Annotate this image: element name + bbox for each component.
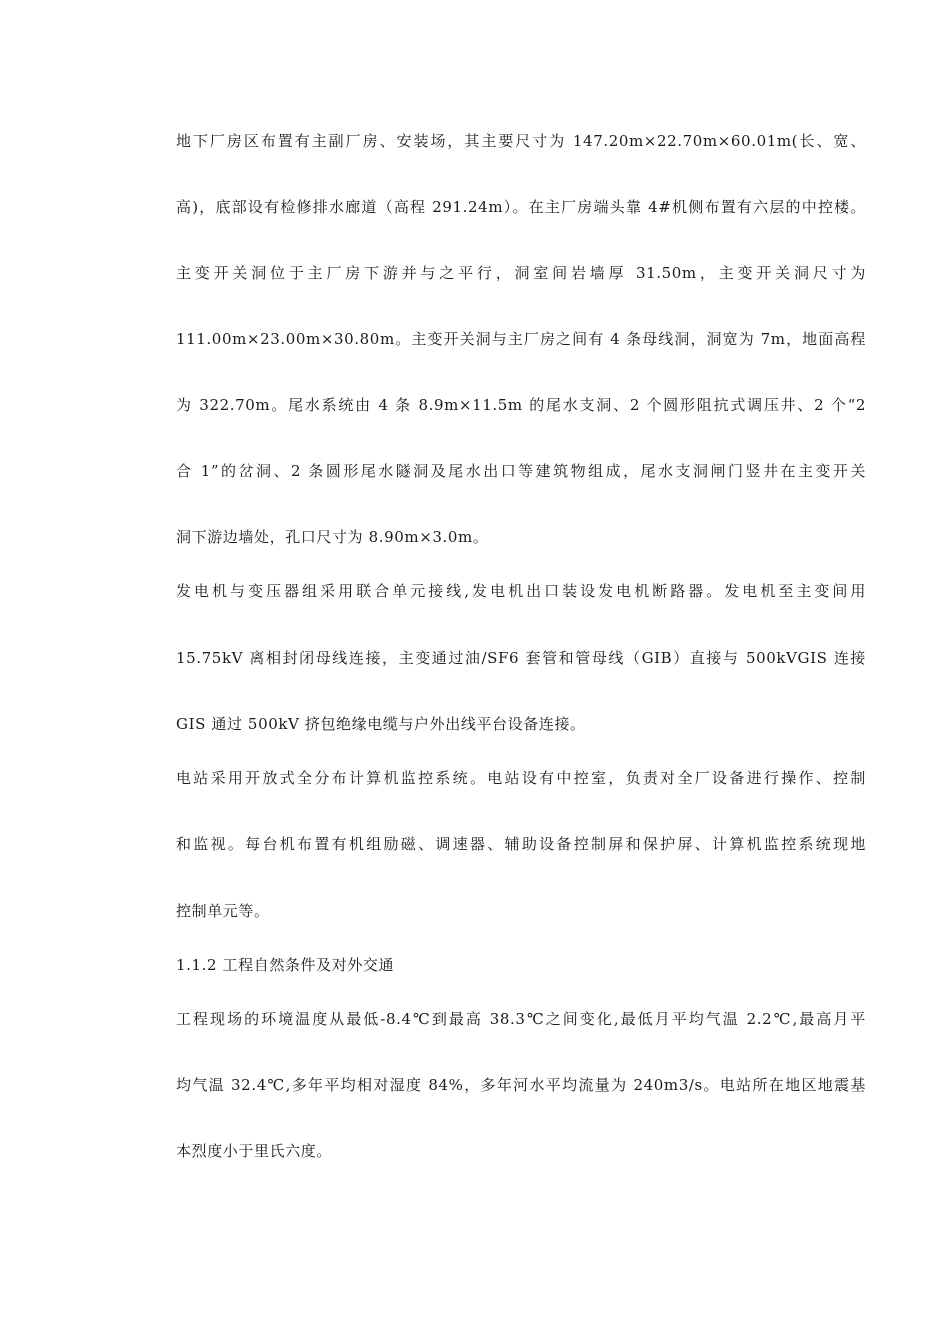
- text-line: 111.00m×23.00m×30.80m。主变开关洞与主厂房之间有 4 条母线洞，洞宽为 7m，地面高程: [176, 330, 866, 348]
- text-line: 本烈度小于里氏六度。: [176, 1142, 333, 1160]
- text-line: 均气温 32.4℃,多年平均相对湿度 84%，多年河水平均流量为 240m3/s。电站所在地区地震基: [176, 1076, 866, 1094]
- text-line: 和监视。每台机布置有机组励磁、调速器、辅助设备控制屏和保护屏、计算机监控系统现地: [176, 835, 866, 853]
- text-line: 合 1”的岔洞、2 条圆形尾水隧洞及尾水出口等建筑物组成，尾水支洞闸门竖井在主变开关: [176, 462, 866, 480]
- text-line: 为 322.70m。尾水系统由 4 条 8.9m×11.5m 的尾水支洞、2 个圆形阻抗式调压井、2 个“2: [176, 396, 866, 414]
- text-line: 主变开关洞位于主厂房下游并与之平行，洞室间岩墙厚 31.50m，主变开关洞尺寸为: [176, 264, 866, 282]
- text-line: 洞下游边墙处，孔口尺寸为 8.90m×3.0m。: [176, 528, 489, 546]
- section-heading: 1.1.2 工程自然条件及对外交通: [176, 956, 395, 974]
- text-line: 电站采用开放式全分布计算机监控系统。电站设有中控室，负责对全厂设备进行操作、控制: [176, 769, 866, 787]
- text-line: 15.75kV 离相封闭母线连接，主变通过油/SF6 套管和管母线（GIB）直接与 500kVGIS 连接: [176, 649, 866, 667]
- text-line: GIS 通过 500kV 挤包绝缘电缆与户外出线平台设备连接。: [176, 715, 586, 733]
- text-line: 控制单元等。: [176, 902, 270, 920]
- text-line: 发电机与变压器组采用联合单元接线,发电机出口装设发电机断路器。发电机至主变间用: [176, 582, 866, 600]
- text-line: 工程现场的环境温度从最低-8.4℃到最高 38.3℃之间变化,最低月平均气温 2.2℃,最高月平: [176, 1010, 866, 1028]
- text-line: 地下厂房区布置有主副厂房、安装场，其主要尺寸为 147.20m×22.70m×60.01m(长、宽、: [176, 132, 866, 150]
- text-line: 高)，底部设有检修排水廊道（高程 291.24m）。在主厂房端头靠 4#机侧布置有六层的中控楼。: [176, 198, 866, 216]
